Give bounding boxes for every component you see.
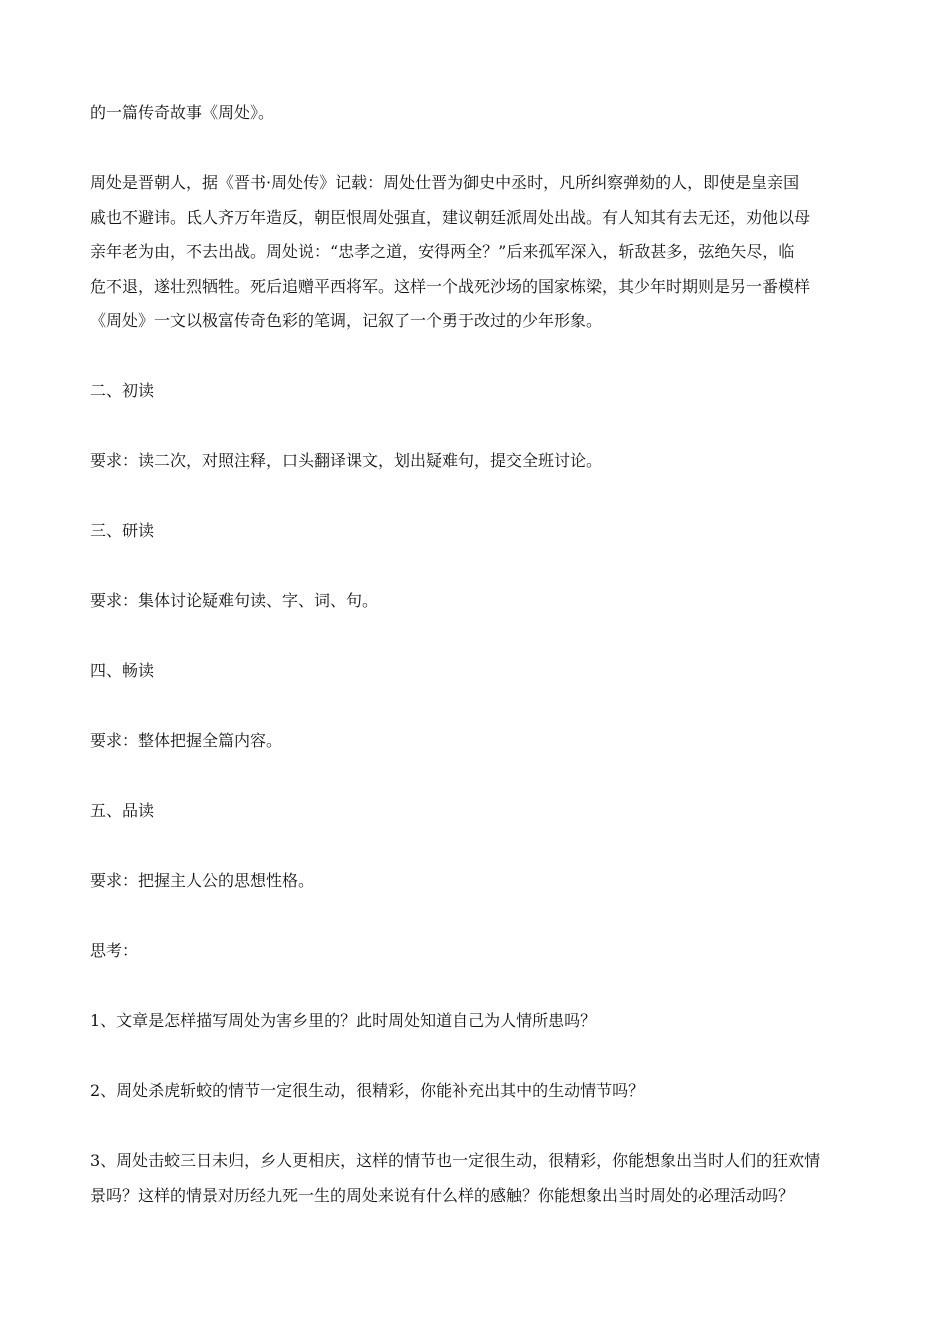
text-line: 要求：整体把握全篇内容。 [90, 731, 283, 750]
text-line: 《周处》一文以极富传奇色彩的笔调，记叙了一个勇于改过的少年形象。 [90, 311, 603, 330]
question-3 [90, 1144, 860, 1213]
text-line: 1、文章是怎样描写周处为害乡里的？此时周处知道自己为人情所患吗？ [90, 1011, 597, 1030]
background-paragraph [90, 166, 860, 339]
think-heading [90, 934, 860, 969]
text-line: 危不退，遂壮烈牺牲。死后追赠平西将军。这样一个战死沙场的国家栋梁，其少年时期则是另一番模样 [90, 276, 811, 296]
requirement-study-reading [90, 584, 860, 619]
section-heading-first-reading [90, 374, 860, 409]
text-line: 景吗？这样的情景对历经九死一生的周处来说有什么样的感触？你能想象出当时周处的必理活动吗？ [90, 1185, 795, 1205]
text-line: 周处是晋朝人，据《晋书·周处传》记载：周处仕晋为御史中丞时，凡所纠察弹劾的人，即使是皇亲国 [90, 173, 800, 192]
text-line: 2、周处杀虎斩蛟的情节一定很生动，很精彩，你能补充出其中的生动情节吗？ [90, 1081, 645, 1100]
section-heading: 思考： [90, 941, 139, 960]
section-heading-study-reading [90, 514, 860, 549]
question-2 [90, 1074, 860, 1109]
text-line: 要求：把握主人公的思想性格。 [90, 871, 315, 890]
section-heading: 五、品读 [90, 801, 155, 820]
text-line: 要求：读二次，对照注释，口头翻译课文，划出疑难句，提交全班讨论。 [90, 451, 603, 470]
text-line: 戚也不避讳。氐人齐万年造反，朝臣恨周处强直，建议朝廷派周处出战。有人知其有去无还，劝他以母 [90, 207, 811, 227]
requirement-first-reading [90, 444, 860, 479]
document-body [90, 96, 860, 1213]
intro-fragment [90, 96, 860, 131]
requirement-appreciation-reading [90, 864, 860, 899]
requirement-fluent-reading [90, 724, 860, 759]
text-line: 3、周处击蛟三日未归，乡人更相庆，这样的情节也一定很生动，很精彩，你能想象出当时人们的狂欢情 [90, 1151, 821, 1170]
section-heading: 四、畅读 [90, 661, 155, 680]
section-heading: 二、初读 [90, 381, 155, 400]
question-1 [90, 1004, 860, 1039]
text-line: 要求：集体讨论疑难句读、字、词、句。 [90, 591, 379, 610]
text-line: 的一篇传奇故事《周处》。 [90, 103, 275, 122]
section-heading-appreciation-reading [90, 794, 860, 829]
section-heading: 三、研读 [90, 521, 155, 540]
section-heading-fluent-reading [90, 654, 860, 689]
text-line: 亲年老为由，不去出战。周处说：“忠孝之道，安得两全？”后来孤军深入，斩敌甚多，弦绝矢尽，临 [90, 242, 795, 261]
